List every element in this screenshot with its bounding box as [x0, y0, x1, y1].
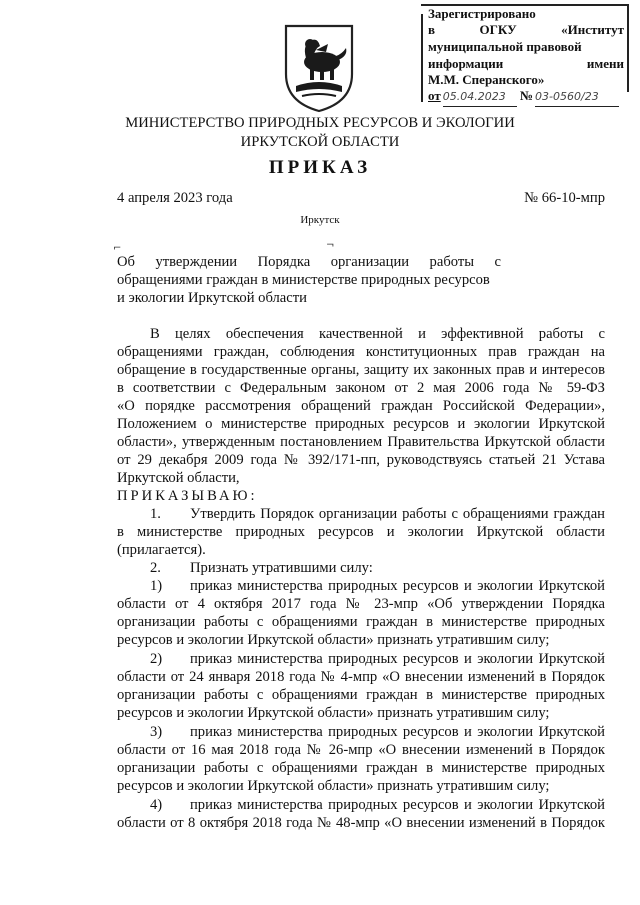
subitem-number: 3): [150, 724, 163, 740]
item-1-line: Утвердить Порядок организации работы с обращениями граждан: [190, 506, 605, 522]
stamp-line: М.М. Сперанского»: [428, 72, 545, 87]
subitem-4-line: области от 8 октября 2018 года № 48-мпр «О внесении изменений в Порядок: [117, 815, 605, 831]
subitem-3-line: организации работы с обращениями граждан в министерстве природных: [117, 760, 605, 776]
order-title: ПРИКАЗ: [268, 157, 372, 178]
stamp-line: Зарегистрировано: [428, 6, 536, 21]
subject-line: и экологии Иркутской области: [117, 290, 307, 306]
preamble-line: в соответствии с Федеральным законом от 2 мая 2006 года № 59-ФЗ: [117, 380, 605, 396]
registration-stamp: [421, 4, 632, 102]
preamble-line: «О порядке рассмотрения обращений граждан Российской Федерации»,: [117, 398, 605, 414]
order-date: 4 апреля 2023 года: [117, 190, 233, 206]
preamble-line: Иркутской области,: [117, 470, 240, 486]
stamp-number-label: №: [519, 88, 534, 103]
orders-word: ПРИКАЗЫВАЮ:: [117, 488, 258, 504]
ministry-name-line1: МИНИСТЕРСТВО ПРИРОДНЫХ РЕСУРСОВ И ЭКОЛОГИИ: [125, 115, 515, 131]
stamp-number-value: 03-0560/23: [535, 89, 619, 107]
subitem-1-line: области от 4 октября 2017 года № 23-мпр «Об утверждении Порядка: [117, 596, 605, 612]
preamble-line: обращениями граждан, соблюдения конституционных прав граждан на: [117, 344, 605, 360]
item-2-text: Признать утратившими силу:: [190, 560, 373, 576]
subitem-number: 4): [150, 797, 163, 813]
stamp-border-left: [421, 14, 423, 102]
subitem-2-line: области от 24 января 2018 года № 4-мпр «О внесении изменений в Порядок: [117, 669, 605, 685]
stamp-date-value: 05.04.2023: [443, 89, 517, 107]
subitem-2-line: ресурсов и экологии Иркутской области» признать утратившим силу;: [117, 705, 550, 721]
stamp-date-label: от: [428, 88, 441, 103]
stamp-line: муниципальной правовой: [428, 39, 582, 54]
order-number: № 66-10-мпр: [524, 190, 605, 206]
subitem-number: 1): [150, 578, 163, 594]
coat-of-arms-emblem: [282, 22, 356, 114]
item-number: 2.: [150, 560, 161, 576]
item-1-line: в министерстве природных ресурсов и экологии Иркутской области: [117, 524, 605, 540]
stamp-date-row: [428, 88, 619, 107]
subitem-1-line: ресурсов и экологии Иркутской области» признать утратившим силу;: [117, 632, 550, 648]
subject-line: Об утверждении Порядка организации работы с: [117, 254, 501, 270]
subitem-1-line: приказ министерства природных ресурсов и экологии Иркутской: [190, 578, 605, 594]
corner-mark-right: ¬: [326, 240, 335, 251]
preamble-line: обращение в государственные органы, защиту их законных прав и интересов: [117, 362, 605, 378]
item-1-line: (прилагается).: [117, 542, 206, 558]
corner-mark-left: ⌐: [113, 243, 122, 254]
stamp-line: информации имени: [428, 56, 624, 71]
subitem-1-line: организации работы с обращениями граждан в министерстве природных: [117, 614, 605, 630]
subitem-2-line: организации работы с обращениями граждан в министерстве природных: [117, 687, 605, 703]
subitem-number: 2): [150, 651, 163, 667]
subitem-3-line: области от 16 мая 2018 года № 26-мпр «О внесении изменений в Порядок: [117, 742, 605, 758]
subitem-3-line: приказ министерства природных ресурсов и экологии Иркутской: [190, 724, 605, 740]
preamble-line: от 29 декабря 2009 года № 392/171-пп, руководствуясь статьей 21 Устава: [117, 452, 605, 468]
stamp-line: в ОГКУ «Институт: [428, 22, 624, 37]
item-number: 1.: [150, 506, 161, 522]
preamble-line: области», утвержденным постановлением Правительства Иркутской области: [117, 434, 605, 450]
preamble-line: Положением о министерстве природных ресурсов и экологии Иркутской: [117, 416, 605, 432]
subitem-2-line: приказ министерства природных ресурсов и экологии Иркутской: [190, 651, 605, 667]
stamp-border-right: [627, 4, 629, 92]
subitem-3-line: ресурсов и экологии Иркутской области» признать утратившим силу;: [117, 778, 550, 794]
ministry-name-line2: ИРКУТСКОЙ ОБЛАСТИ: [240, 134, 400, 150]
preamble-line: В целях обеспечения качественной и эффективной работы с: [150, 326, 605, 342]
city-name: Иркутск: [300, 214, 340, 226]
subitem-4-line: приказ министерства природных ресурсов и экологии Иркутской: [190, 797, 605, 813]
subject-line: обращениями граждан в министерстве природных ресурсов: [117, 272, 490, 288]
